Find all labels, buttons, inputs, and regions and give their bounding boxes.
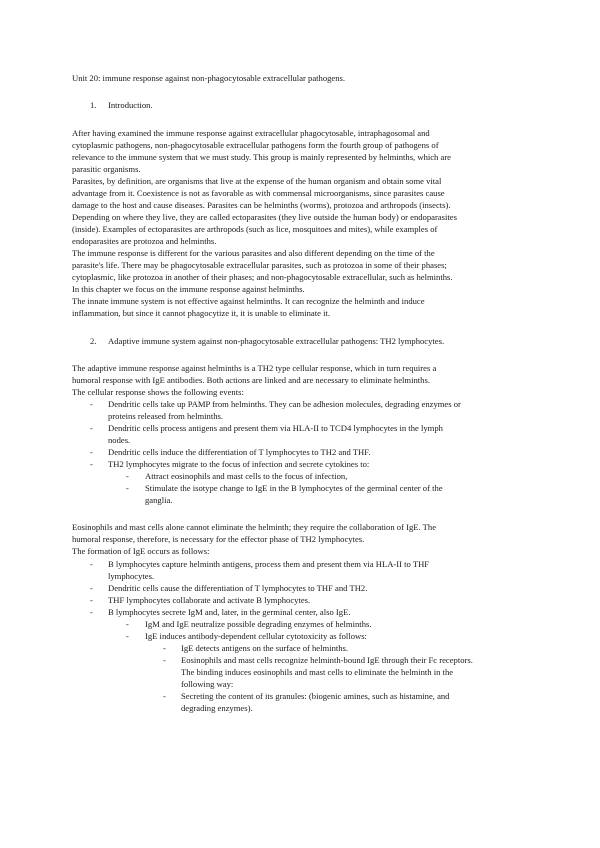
list-bullet: -	[163, 643, 166, 653]
list-bullet: -	[90, 595, 93, 605]
list-bullet: -	[126, 471, 129, 481]
paragraph-line: humoral response, therefore, is necessary for the effector phase of TH2 lymphocytes.	[72, 534, 365, 544]
list-bullet: -	[90, 459, 93, 469]
list-item: Dendritic cells take up PAMP from helminths. They can be adhesion molecules, degrading enzymes or	[108, 399, 461, 409]
list-item-continuation: nodes.	[108, 435, 131, 445]
list-item: B lymphocytes capture helminth antigens, process them and present them via HLA-II to THF	[108, 559, 430, 569]
paragraph-line: The formation of IgE occurs as follows:	[72, 546, 210, 556]
sub-list-item: IgM and IgE neutralize possible degrading enzymes of helminths.	[145, 619, 372, 629]
paragraph-line: After having examined the immune response against extracellular phagocytosable, intraphagosomal and	[72, 128, 430, 138]
list-item-continuation: lymphocytes.	[108, 571, 155, 581]
list-item: Dendritic cells process antigens and present them via HLA-II to TCD4 lymphocytes in the lymph	[108, 423, 443, 433]
list-item: Dendritic cells induce the differentiation of T lymphocytes to TH2 and THF.	[108, 447, 371, 457]
sub-list-item: Stimulate the isotype change to IgE in the B lymphocytes of the germinal center of the	[145, 483, 443, 493]
paragraph-line: parasite's life. There may be phagocytosable extracellular parasites, such as protozoa in some of their phases;	[72, 260, 447, 270]
list-item: TH2 lymphocytes migrate to the focus of infection and secrete cytokines to:	[108, 459, 370, 469]
list-bullet: -	[90, 607, 93, 617]
paragraph-line: The adaptive immune response against helminths is a TH2 type cellular response, which in turn requires a	[72, 363, 437, 373]
paragraph-line: The innate immune system is not effective against helminths. It can recognize the helminth and induce	[72, 296, 425, 306]
paragraph-line: In this chapter we focus on the immune response against helminths.	[72, 284, 305, 294]
section-1-number: 1.	[90, 100, 97, 110]
list-bullet: -	[163, 691, 166, 701]
paragraph-line: The cellular response shows the following events:	[72, 387, 244, 397]
paragraph-line: The immune response is different for the various parasites and also different depending on the time of the	[72, 248, 435, 258]
sub-sub-list-item-continuation: degrading enzymes).	[181, 703, 253, 713]
sub-sub-list-item: IgE detects antigens on the surface of helminths.	[181, 643, 349, 653]
paragraph-line: (inside). Examples of ectoparasites are arthropods (such as lice, mosquitoes and mites), while examples of	[72, 224, 438, 234]
list-bullet: -	[90, 423, 93, 433]
paragraph-line: cytoplasmic, like protozoa in another of their phases; and non-phagocytosable extracellular, such as helminths.	[72, 272, 453, 282]
sub-sub-list-item-continuation: The binding induces eosinophils and mast cells to eliminate the helminth in the	[181, 667, 454, 677]
list-bullet: -	[90, 559, 93, 569]
unit-title: Unit 20: immune response against non-phagocytosable extracellular pathogens.	[72, 73, 346, 83]
section-2-number: 2.	[90, 336, 97, 346]
list-bullet: -	[90, 399, 93, 409]
sub-sub-list-item: Secreting the content of its granules: (biogenic amines, such as histamine, and	[181, 691, 450, 701]
paragraph-line: parasitic organisms.	[72, 164, 141, 174]
paragraph-line: relevance to the immune system that we must study. This group is mainly represented by helminths, which are	[72, 152, 451, 162]
list-item-continuation: proteins released from helminths.	[108, 411, 224, 421]
list-bullet: -	[126, 483, 129, 493]
list-item: THF lymphocytes collaborate and activate B lymphocytes.	[108, 595, 311, 605]
paragraph-line: Parasites, by definition, are organisms that live at the expense of the human organism and obtain some vital	[72, 176, 442, 186]
sub-list-item: Attract eosinophils and mast cells to the focus of infection,	[145, 471, 348, 481]
paragraph-line: Depending on where they live, they are called ectoparasites (they live outside the human body) or endoparasites	[72, 212, 457, 222]
list-bullet: -	[126, 619, 129, 629]
sub-list-item: IgE induces antibody-dependent cellular cytotoxicity as follows:	[145, 631, 367, 641]
section-2-heading: Adaptive immune system against non-phagocytosable extracellular pathogens: TH2 lymphocytes.	[108, 336, 445, 346]
section-1-heading: Introduction.	[108, 100, 153, 110]
paragraph-line: cytoplasmic pathogens, non-phagocytosable extracellular pathogens form the fourth group of pathogens of	[72, 140, 439, 150]
list-item: B lymphocytes secrete IgM and, later, in the germinal center, also IgE.	[108, 607, 351, 617]
sub-list-item-continuation: ganglia.	[145, 495, 173, 505]
paragraph-line: inflammation, but since it cannot phagocytize it, it is unable to eliminate it.	[72, 308, 330, 318]
paragraph-line: endoparasites are protozoa and helminths.	[72, 236, 217, 246]
list-bullet: -	[163, 655, 166, 665]
paragraph-line: advantage from it. Coexistence is not as favorable as with commensal microorganisms, since parasites cause	[72, 188, 445, 198]
sub-sub-list-item: Eosinophils and mast cells recognize helminth-bound IgE through their Fc receptors.	[181, 655, 473, 665]
list-bullet: -	[90, 583, 93, 593]
list-bullet: -	[90, 447, 93, 457]
list-bullet: -	[126, 631, 129, 641]
paragraph-line: Eosinophils and mast cells alone cannot eliminate the helminth; they require the collaboration of IgE. The	[72, 522, 437, 532]
paragraph-line: damage to the host and cause diseases. Parasites can be helminths (worms), protozoa and arthropods (insects).	[72, 200, 451, 210]
list-item: Dendritic cells cause the differentiation of T lymphocytes to THF and TH2.	[108, 583, 368, 593]
sub-sub-list-item-continuation: following way:	[181, 679, 234, 689]
paragraph-line: humoral response with IgE antibodies. Both actions are linked and are necessary to eliminate helminths.	[72, 375, 430, 385]
